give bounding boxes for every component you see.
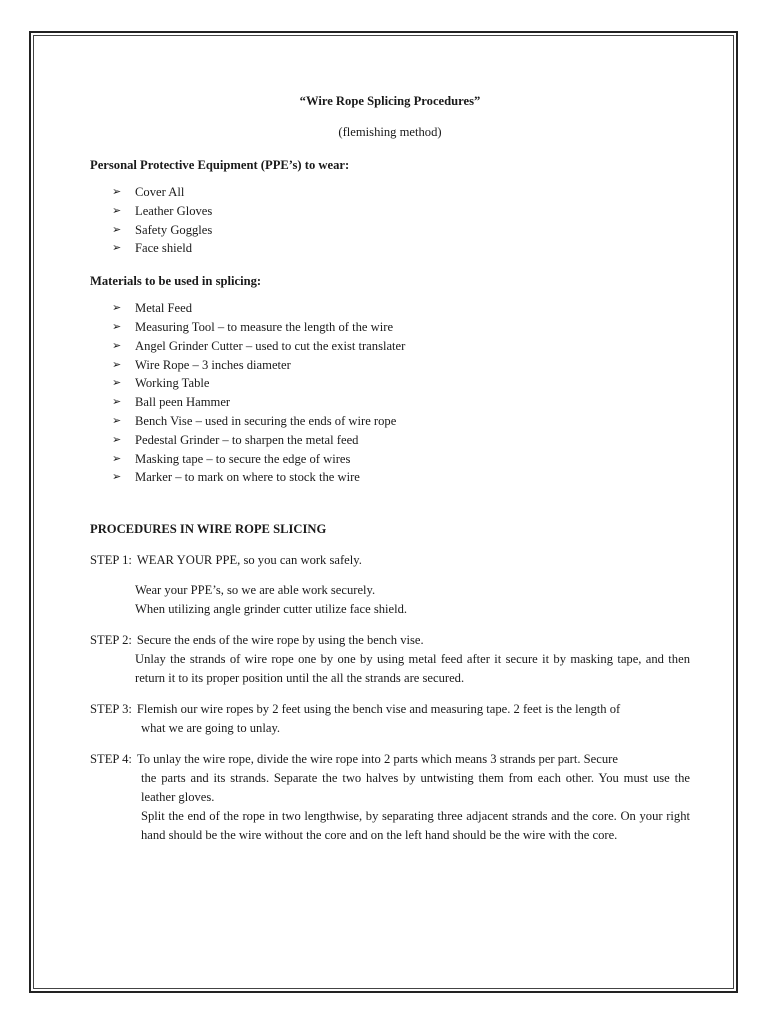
step-4-label: STEP 4: bbox=[90, 752, 132, 767]
materials-list bbox=[90, 299, 690, 487]
step-3 bbox=[90, 700, 690, 738]
list-item: ➢ Angel Grinder Cutter – used to cut the exist translater bbox=[112, 337, 690, 356]
step-2 bbox=[90, 631, 690, 688]
step-2-label: STEP 2: bbox=[90, 633, 132, 648]
list-item: ➢ Cover All bbox=[112, 183, 690, 202]
ppe-heading: Personal Protective Equipment (PPE’s) to wear: bbox=[90, 158, 350, 172]
list-item: ➢ Working Table bbox=[112, 374, 690, 393]
arrow-bullet-icon: ➢ bbox=[112, 223, 122, 236]
list-item: ➢ Masking tape – to secure the edge of wires bbox=[112, 450, 690, 469]
list-item: ➢ Pedestal Grinder – to sharpen the metal feed bbox=[112, 431, 690, 450]
list-item: ➢ Bench Vise – used in securing the ends of wire rope bbox=[112, 412, 690, 431]
step-2-text: Secure the ends of the wire rope by using the bench vise. bbox=[136, 633, 424, 648]
step-3-label: STEP 3: bbox=[90, 702, 132, 717]
arrow-bullet-icon: ➢ bbox=[112, 302, 122, 315]
step-1 bbox=[90, 551, 690, 619]
arrow-bullet-icon: ➢ bbox=[112, 320, 122, 333]
step-1-line-3: When utilizing angle grinder cutter utilize face shield. bbox=[135, 602, 408, 617]
arrow-bullet-icon: ➢ bbox=[112, 396, 122, 409]
step-1-label: STEP 1: bbox=[90, 553, 132, 568]
step-3-text: Flemish our wire ropes by 2 feet using the bench vise and measuring tape. 2 feet is the length of bbox=[136, 702, 621, 717]
arrow-bullet-icon: ➢ bbox=[112, 433, 122, 446]
step-3-continuation: what we are going to unlay. bbox=[141, 721, 281, 736]
list-item: ➢ Safety Goggles bbox=[112, 221, 690, 240]
step-4 bbox=[90, 750, 690, 845]
ppe-list bbox=[90, 183, 690, 258]
step-4-continuation: the parts and its strands. Separate the two halves by untwisting them from each other. You must use the leather gloves. bbox=[141, 771, 690, 805]
arrow-bullet-icon: ➢ bbox=[112, 377, 122, 390]
step-2-paragraph: Unlay the strands of wire rope one by one by using metal feed after it secure it by masking tape, and then return it to its proper position until the all the strands are secured. bbox=[135, 652, 690, 686]
document-subtitle: (flemishing method) bbox=[338, 125, 442, 139]
arrow-bullet-icon: ➢ bbox=[112, 358, 122, 371]
list-item: ➢ Wire Rope – 3 inches diameter bbox=[112, 356, 690, 375]
arrow-bullet-icon: ➢ bbox=[112, 242, 122, 255]
list-item: ➢ Metal Feed bbox=[112, 299, 690, 318]
step-1-line-2: Wear your PPE’s, so we are able work securely. bbox=[135, 583, 376, 598]
list-item: ➢ Marker – to mark on where to stock the wire bbox=[112, 468, 690, 487]
list-item: ➢ Measuring Tool – to measure the length of the wire bbox=[112, 318, 690, 337]
list-item: ➢ Leather Gloves bbox=[112, 202, 690, 221]
step-1-text: WEAR YOUR PPE, so you can work safely. bbox=[136, 553, 362, 568]
arrow-bullet-icon: ➢ bbox=[112, 339, 122, 352]
document-title: “Wire Rope Splicing Procedures” bbox=[299, 94, 481, 108]
step-4-paragraph: Split the end of the rope in two lengthwise, by separating three adjacent strands and the core. On your right hand should be the wire without the core and on the left hand should be the wire with the core. bbox=[141, 809, 690, 843]
arrow-bullet-icon: ➢ bbox=[112, 452, 122, 465]
step-4-text: To unlay the wire rope, divide the wire rope into 2 parts which means 3 strands per part. Secure bbox=[136, 752, 618, 767]
list-item: ➢ Face shield bbox=[112, 239, 690, 258]
document-page bbox=[90, 92, 690, 845]
arrow-bullet-icon: ➢ bbox=[112, 471, 122, 484]
list-item: ➢ Ball peen Hammer bbox=[112, 393, 690, 412]
arrow-bullet-icon: ➢ bbox=[112, 204, 122, 217]
materials-heading: Materials to be used in splicing: bbox=[90, 274, 262, 289]
procedures-heading: PROCEDURES IN WIRE ROPE SLICING bbox=[90, 522, 327, 537]
arrow-bullet-icon: ➢ bbox=[112, 414, 122, 427]
arrow-bullet-icon: ➢ bbox=[112, 186, 122, 198]
